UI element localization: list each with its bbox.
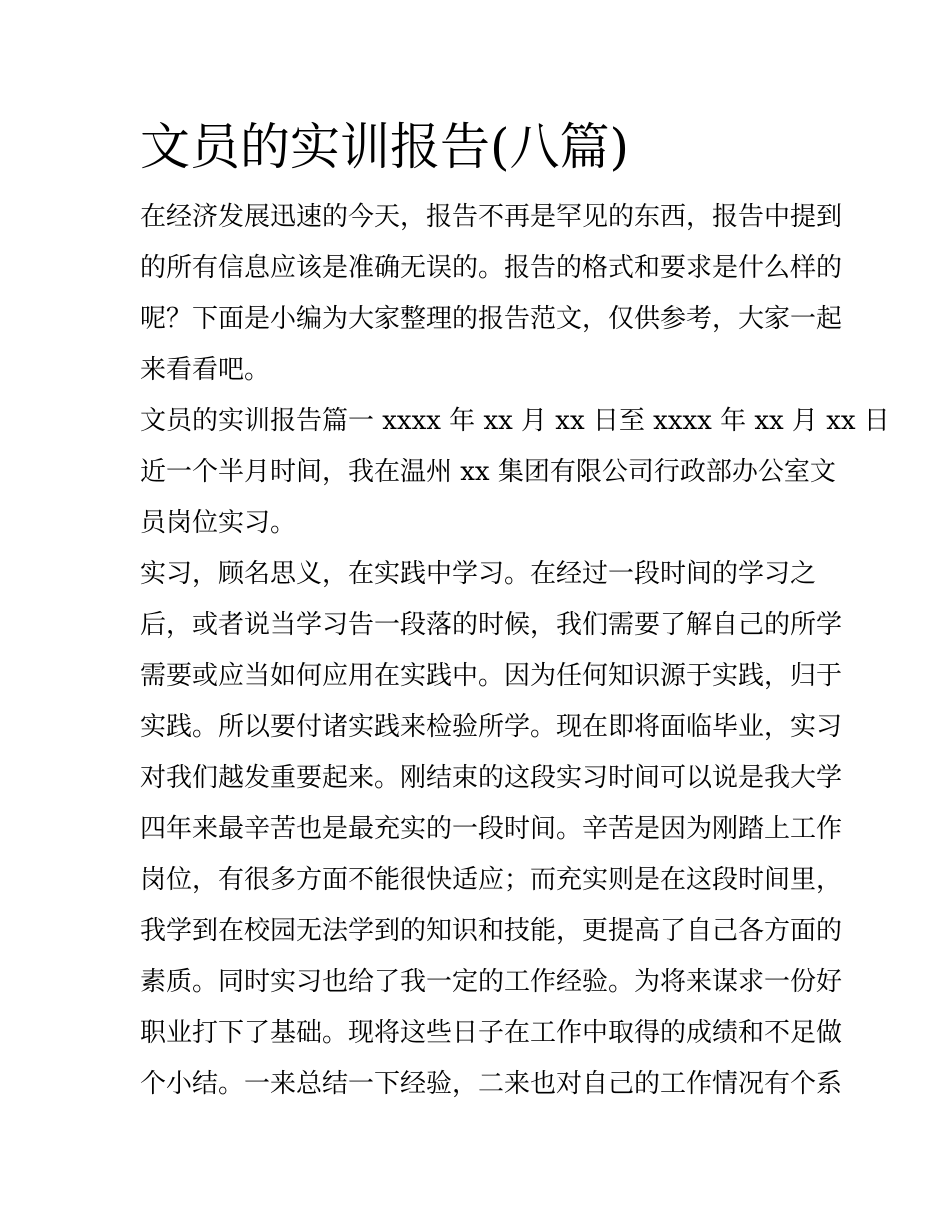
body-text-line: 在经济发展迅速的今天，报告不再是罕见的东西，报告中提到 [140,202,843,232]
body-text-line: 近一个半月时间，我在温州 xx 集团有限公司行政部办公室文 [140,457,836,487]
body-text-line: 四年来最辛苦也是最充实的一段时间。辛苦是因为刚踏上工作 [140,814,843,844]
body-text-line: 个小结。一来总结一下经验，二来也对自己的工作情况有个系 [140,1069,843,1099]
body-text-line: 对我们越发重要起来。刚结束的这段实习时间可以说是我大学 [140,763,843,793]
body-text-line: 岗位，有很多方面不能很快适应；而充实则是在这段时间里， [140,865,843,895]
body-text-line: 的所有信息应该是准确无误的。报告的格式和要求是什么样的 [140,253,843,283]
body-text-line: 员岗位实习。 [140,508,297,538]
body-text-line: 实践。所以要付诸实践来检验所学。现在即将面临毕业，实习 [140,712,843,742]
body-text-line: 我学到在校园无法学到的知识和技能，更提高了自己各方面的 [140,916,843,946]
body-text-line: 呢？下面是小编为大家整理的报告范文，仅供参考，大家一起 [140,304,843,334]
body-text-line: 素质。同时实习也给了我一定的工作经验。为将来谋求一份好 [140,967,843,997]
document-title: 文员的实训报告(八篇) [140,118,630,176]
body-text-line: 职业打下了基础。现将这些日子在工作中取得的成绩和不足做 [140,1018,843,1048]
body-text-line: 来看看吧。 [140,355,271,385]
body-text-line: 需要或应当如何应用在实践中。因为任何知识源于实践，归于 [140,661,843,691]
body-text-line: 文员的实训报告篇一 xxxx 年 xx 月 xx 日至 xxxx 年 xx 月 xx 日 [140,406,890,436]
body-text-line: 后，或者说当学习告一段落的时候，我们需要了解自己的所学 [140,610,843,640]
body-text-line: 实习，顾名思义，在实践中学习。在经过一段时间的学习之 [140,559,817,589]
